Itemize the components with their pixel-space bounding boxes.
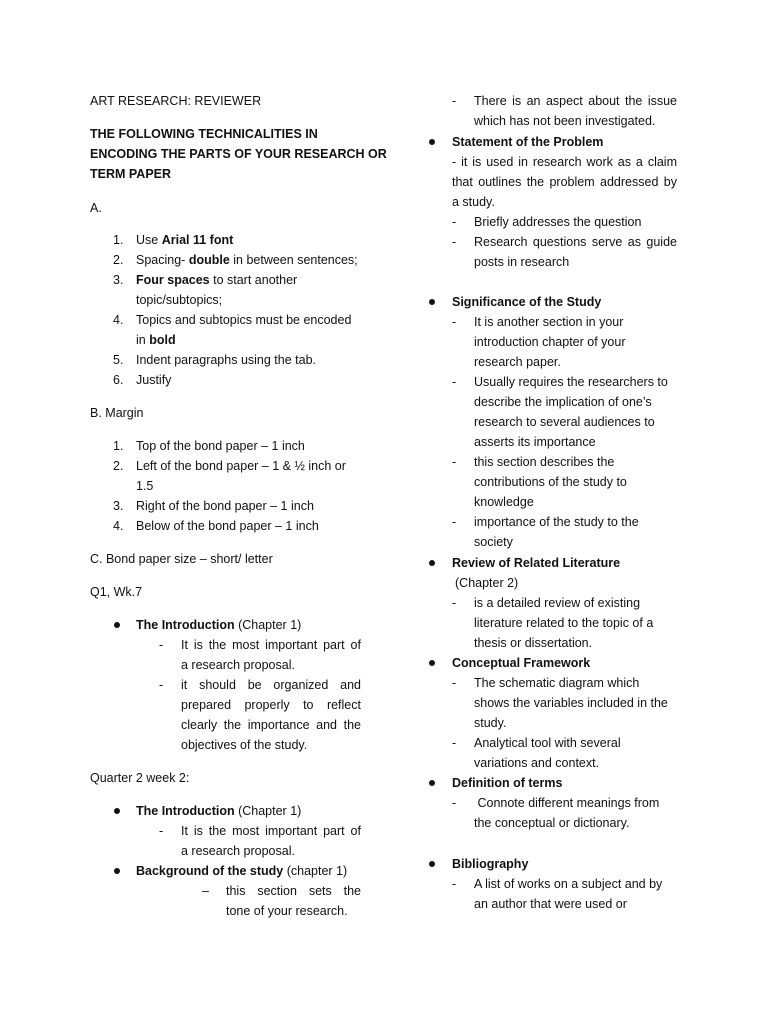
dash-item-line: study. xyxy=(474,716,507,730)
dash-item-line: Research questions serve as guide xyxy=(474,235,677,249)
list-number: 3. xyxy=(113,499,124,513)
list-number: 3. xyxy=(113,273,124,287)
dash-item-line: The schematic diagram which xyxy=(474,676,640,690)
dash-item-line: research to several audiences to xyxy=(474,415,655,429)
list-item: Below of the bond paper – 1 inch xyxy=(136,519,319,533)
dash-item-line: It is the most important part of xyxy=(181,638,361,652)
dash-marker: - xyxy=(452,94,457,108)
list-item: Justify xyxy=(136,373,172,387)
bullet-item: Background of the study (chapter 1) xyxy=(136,864,348,878)
dash-marker: - xyxy=(452,315,457,329)
list-number: 4. xyxy=(113,519,124,533)
dash-item-line: an author that were used or xyxy=(474,897,627,911)
dash-item-line: prepared properly to reflect xyxy=(181,698,361,712)
dash-item-line: importance of the study to the xyxy=(474,515,639,529)
bullet-icon xyxy=(429,660,435,666)
dash-item-line: Briefly addresses the question xyxy=(474,215,642,229)
dash-marker: - xyxy=(159,638,164,652)
dash-item-line: which has not been investigated. xyxy=(474,114,656,128)
list-number: 2. xyxy=(113,253,124,267)
dash-item-line: It is the most important part of xyxy=(181,824,361,838)
heading-line: ENCODING THE PARTS OF YOUR RESEARCH OR xyxy=(90,147,387,161)
topic-subtitle: (Chapter 2) xyxy=(455,576,519,590)
dash-item-line: Analytical tool with several xyxy=(474,736,621,750)
bullet-icon xyxy=(114,868,120,874)
bullet-icon xyxy=(114,622,120,628)
list-item-continuation: in bold xyxy=(136,333,176,347)
dash-item-line: Usually requires the researchers to xyxy=(474,375,668,389)
dash-marker: - xyxy=(452,877,457,891)
dash-item-line: There is an aspect about the issue xyxy=(474,94,677,108)
list-number: 1. xyxy=(113,439,124,453)
list-item-continuation: topic/subtopics; xyxy=(136,293,223,307)
quarter-heading: Quarter 2 week 2: xyxy=(90,771,190,785)
dash-item-line: is a detailed review of existing xyxy=(474,596,641,610)
section-c-label: C. Bond paper size – short/ letter xyxy=(90,552,273,566)
dash-marker: - xyxy=(452,796,457,810)
dash-marker: – xyxy=(202,884,209,898)
dash-item-line: tone of your research. xyxy=(226,904,348,918)
topic-title: Definition of terms xyxy=(452,776,563,790)
section-a-label: A. xyxy=(90,201,102,215)
paragraph-line: that outlines the problem addressed by xyxy=(452,175,677,189)
list-item: Right of the bond paper – 1 inch xyxy=(136,499,314,513)
dash-item-line: this section describes the xyxy=(474,455,615,469)
dash-marker: - xyxy=(452,515,457,529)
topic-title: Bibliography xyxy=(452,857,529,871)
list-item: Four spaces to start another xyxy=(136,273,298,287)
dash-item-line: variations and context. xyxy=(474,756,600,770)
dash-marker: - xyxy=(452,676,457,690)
dash-marker: - xyxy=(452,375,457,389)
dash-item-line: clearly the importance and the xyxy=(181,718,361,732)
bullet-icon xyxy=(429,299,435,305)
list-number: 4. xyxy=(113,313,124,327)
dash-item-line: contributions of the study to xyxy=(474,475,627,489)
dash-item-line: shows the variables included in the xyxy=(474,696,668,710)
bullet-icon xyxy=(429,560,435,566)
document-title: ART RESEARCH: REVIEWER xyxy=(90,94,262,108)
dash-item-line: research paper. xyxy=(474,355,561,369)
dash-marker: - xyxy=(452,215,457,229)
dash-marker: - xyxy=(452,596,457,610)
list-number: 5. xyxy=(113,353,124,367)
dash-item-line: knowledge xyxy=(474,495,534,509)
list-item: Use Arial 11 font xyxy=(136,233,234,247)
dash-item-line: it should be organized and xyxy=(181,678,361,692)
list-item: Topics and subtopics must be encoded xyxy=(136,313,352,327)
dash-item-line: posts in research xyxy=(474,255,570,269)
dash-marker: - xyxy=(452,736,457,750)
dash-item-line: literature related to the topic of a xyxy=(474,616,654,630)
dash-item-line: describe the implication of one’s xyxy=(474,395,652,409)
list-number: 1. xyxy=(113,233,124,247)
list-item: Left of the bond paper – 1 & ½ inch or xyxy=(136,459,346,473)
heading-line: TERM PAPER xyxy=(90,167,172,181)
dash-marker: - xyxy=(452,455,457,469)
dash-item-line: this section sets the xyxy=(226,884,361,898)
topic-title: Review of Related Literature xyxy=(452,556,621,570)
list-number: 6. xyxy=(113,373,124,387)
dash-item-line: a research proposal. xyxy=(181,658,295,672)
list-item: Spacing- double in between sentences; xyxy=(136,253,358,267)
dash-marker: - xyxy=(159,824,164,838)
bullet-icon xyxy=(114,808,120,814)
list-number: 2. xyxy=(113,459,124,473)
paragraph-line: - it is used in research work as a claim xyxy=(452,155,677,169)
bullet-item: The Introduction (Chapter 1) xyxy=(136,804,302,818)
bullet-item: The Introduction (Chapter 1) xyxy=(136,618,302,632)
dash-marker: - xyxy=(159,678,164,692)
bullet-icon xyxy=(429,139,435,145)
list-item: Top of the bond paper – 1 inch xyxy=(136,439,305,453)
dash-item-line: a research proposal. xyxy=(181,844,295,858)
topic-title: Statement of the Problem xyxy=(452,135,604,149)
dash-item-line: the conceptual or dictionary. xyxy=(474,816,630,830)
dash-item-line: objectives of the study. xyxy=(181,738,308,752)
dash-item-line: thesis or dissertation. xyxy=(474,636,593,650)
dash-item-line: A list of works on a subject and by xyxy=(474,877,663,891)
topic-title: Significance of the Study xyxy=(452,295,602,309)
dash-item-line: society xyxy=(474,535,513,549)
quarter-heading: Q1, Wk.7 xyxy=(90,585,143,599)
dash-marker: - xyxy=(452,235,457,249)
heading-line: THE FOLLOWING TECHNICALITIES IN xyxy=(90,127,318,141)
dash-item-line: It is another section in your xyxy=(474,315,624,329)
dash-item-line: Connote different meanings from xyxy=(474,796,660,810)
bullet-icon xyxy=(429,861,435,867)
paragraph-line: a study. xyxy=(452,195,495,209)
section-b-label: B. Margin xyxy=(90,406,144,420)
dash-item-line: asserts its importance xyxy=(474,435,596,449)
bullet-icon xyxy=(429,780,435,786)
list-item: Indent paragraphs using the tab. xyxy=(136,353,316,367)
topic-title: Conceptual Framework xyxy=(452,656,591,670)
list-item-continuation: 1.5 xyxy=(136,479,154,493)
dash-item-line: introduction chapter of your xyxy=(474,335,626,349)
